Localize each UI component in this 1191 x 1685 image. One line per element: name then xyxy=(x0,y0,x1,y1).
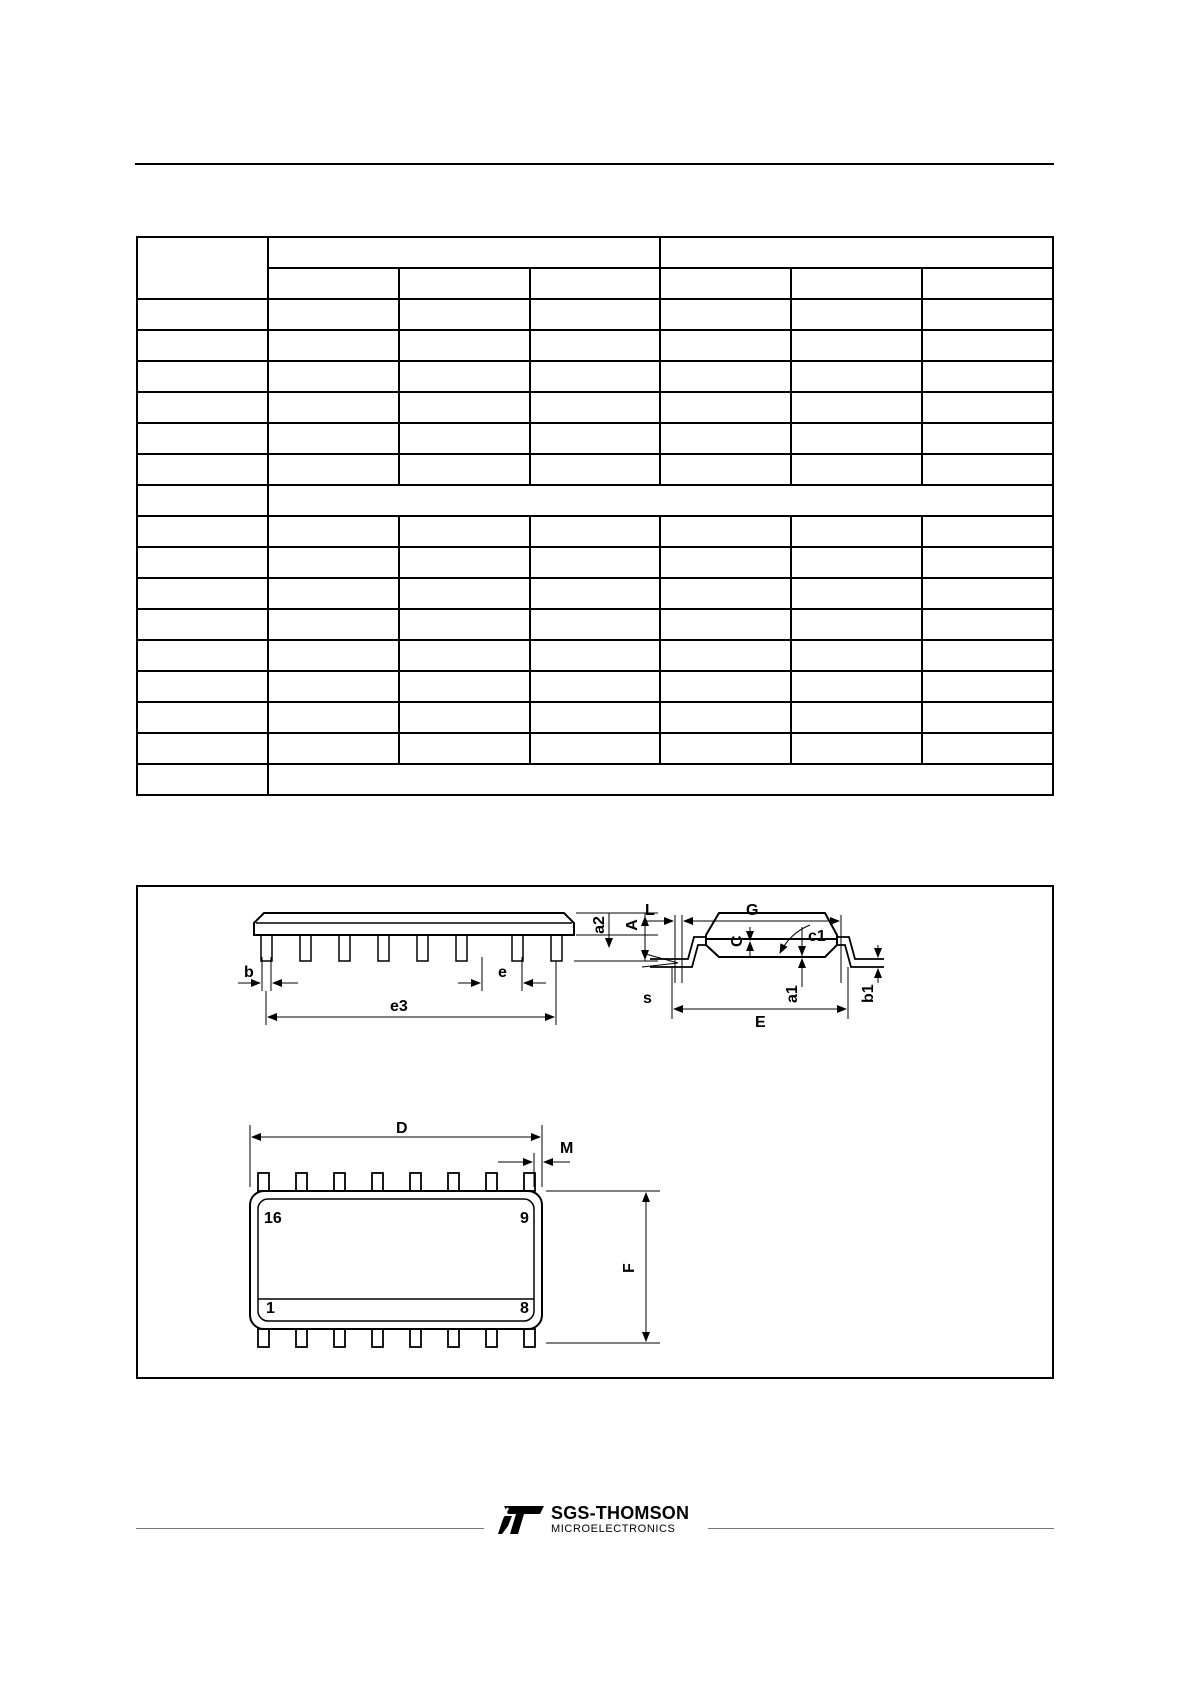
table-header-row xyxy=(137,237,1053,268)
table-row xyxy=(137,392,1053,423)
label-e3: e3 xyxy=(390,998,408,1015)
table-row xyxy=(137,547,1053,578)
label-A: A xyxy=(624,919,641,931)
table-row xyxy=(137,640,1053,671)
label-L: L xyxy=(645,902,655,919)
package-drawing-svg xyxy=(138,887,1056,1381)
label-c1: c1 xyxy=(808,928,826,945)
table-subheader-row xyxy=(137,268,1053,299)
label-F: F xyxy=(621,1263,638,1273)
table-header-group xyxy=(268,237,660,268)
table-row xyxy=(137,454,1053,485)
footer-rule-right xyxy=(708,1528,1054,1529)
table-cell xyxy=(791,268,922,299)
table-row xyxy=(137,671,1053,702)
pin-16-label: 16 xyxy=(264,1210,282,1227)
table-cell xyxy=(399,268,530,299)
top-view xyxy=(250,1125,660,1347)
pin-1-label: 1 xyxy=(266,1300,275,1317)
label-a2: a2 xyxy=(591,916,608,934)
table-row xyxy=(137,330,1053,361)
table-cell xyxy=(137,237,268,299)
header-rule xyxy=(135,163,1054,165)
end-view xyxy=(642,913,884,1019)
label-a1: a1 xyxy=(784,985,801,1003)
label-b1: b1 xyxy=(860,984,877,1003)
pin-8-label: 8 xyxy=(520,1300,529,1317)
label-b: b xyxy=(244,964,254,981)
table-row xyxy=(137,578,1053,609)
label-s: s xyxy=(643,990,652,1007)
table-row-merged xyxy=(137,764,1053,795)
table-row xyxy=(137,361,1053,392)
table-cell xyxy=(530,268,661,299)
brand-subtitle: MICROELECTRONICS xyxy=(551,1523,676,1535)
footer-rule-left xyxy=(136,1528,484,1529)
st-logo-icon xyxy=(494,1504,546,1536)
label-M: M xyxy=(560,1140,574,1157)
table-header-group xyxy=(660,237,1053,268)
table-cell xyxy=(922,268,1053,299)
table-cell xyxy=(660,268,791,299)
package-outline-drawing xyxy=(136,885,1054,1379)
label-D: D xyxy=(396,1120,408,1137)
label-e: e xyxy=(498,964,507,981)
table-row xyxy=(137,423,1053,454)
table-row-merged xyxy=(137,485,1053,516)
table-row xyxy=(137,609,1053,640)
pin-9-label: 9 xyxy=(520,1210,529,1227)
label-G: G xyxy=(746,902,759,919)
dimensions-table xyxy=(136,236,1054,796)
table-row xyxy=(137,299,1053,330)
table-row xyxy=(137,516,1053,547)
label-C: C xyxy=(729,935,746,947)
table-row xyxy=(137,733,1053,764)
table-row xyxy=(137,702,1053,733)
brand-name: SGS-THOMSON xyxy=(551,1503,690,1523)
table-cell xyxy=(268,268,399,299)
label-E: E xyxy=(755,1014,766,1031)
